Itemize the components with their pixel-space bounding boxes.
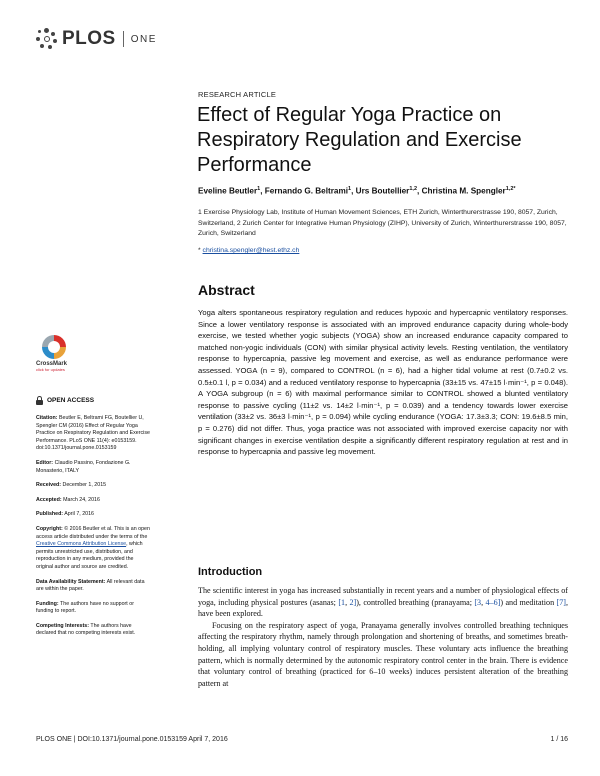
received-date: December 1, 2015 [62, 482, 107, 489]
data-availability-text: All relevant data are within the paper. [36, 578, 145, 593]
received-label: Received: [36, 482, 62, 489]
editor-block [36, 460, 151, 475]
email-link[interactable]: christina.spengler@hest.ethz.ch [202, 247, 300, 254]
open-access-label: OPEN ACCESS [47, 396, 95, 404]
funding-text: The authors have no support or funding to report. [36, 600, 134, 615]
copyright-block [36, 526, 151, 572]
plos-logo-icon [36, 28, 58, 50]
competing-interests-text: The authors have declared that no competing interests exist. [36, 622, 136, 637]
introduction-body [198, 585, 568, 689]
author-name: Eveline Beutler [198, 186, 258, 196]
reference-link[interactable]: 2] [349, 597, 357, 607]
abstract-heading: Abstract [198, 282, 255, 298]
page-number: 1 / 16 [550, 736, 568, 743]
crossmark-badge[interactable] [36, 335, 76, 372]
published-block [36, 511, 151, 519]
intro-text-segment: , have been explored. [198, 597, 569, 619]
copyright-text-post: , which permits unrestricted use, distribution, and reproduction in any medium, provided the original author and source are credited. [36, 541, 143, 570]
plos-logo-text: PLOS [62, 28, 116, 49]
citation-text: Beutler E, Beltrami FG, Boutellier U, Spengler CM (2016) Effect of Regular Yoga Practice on Respiratory Regulation and Exercise Performance. PLoS ONE 11(4): e0153159. doi:10.1371/journal.pone.0153159 [36, 415, 150, 452]
author-affiliation-mark: 1,2 [505, 186, 514, 192]
open-access-badge [36, 396, 151, 405]
intro-text-segment: , [481, 597, 486, 607]
funding-block [36, 601, 151, 616]
crossmark-label: CrossMark [36, 361, 68, 367]
reference-link[interactable]: [1 [338, 597, 346, 607]
intro-text-segment: The scientific interest in yoga has increased substantially in recent years and a number of physiological effects of yoga, including physical postures (asanas; [198, 586, 568, 607]
author-affiliation-mark: 1 [257, 186, 261, 192]
competing-interests-block [36, 623, 151, 638]
journal-name: ONE [130, 33, 157, 45]
accepted-block [36, 497, 151, 505]
citation-label: Citation: [36, 415, 58, 421]
intro-paragraph-2: Focusing on the respiratory aspect of yoga, Pranayama generally involves controlled breathing techniques affecting the respiratory rhythm, namely through prolongation and shortening of breaths, and sometimes breath-holding, all implying voluntary control of respiratory muscles. These voluntary acts influence the breathing pattern, which is normally determined by the autonomic respiratory control center in the brain. There is evidence that voluntary control of breathing (practiced for 6–10 weeks) induces persistent alteration of the breathing pattern at [198, 620, 568, 688]
article-type: RESEARCH ARTICLE [198, 90, 277, 99]
accepted-label: Accepted: [36, 496, 62, 503]
article-title: Effect of Regular Yoga Practice on Respiratory Regulation and Exercise Performance [197, 104, 522, 176]
copyright-text-pre: © 2016 Beutler et al. This is an open access article distributed under the terms of the [36, 525, 150, 540]
footer-citation: PLOS ONE | DOI:10.1371/journal.pone.0153159 April 7, 2016 [36, 736, 228, 743]
published-label: Published: [36, 511, 64, 518]
introduction-heading: Introduction [198, 566, 263, 578]
author-affiliation-mark: 1 [348, 186, 352, 192]
citation-block [36, 415, 151, 453]
plos-logo[interactable] [36, 28, 157, 50]
published-date: April 7, 2016 [64, 511, 95, 518]
received-block [36, 482, 151, 490]
intro-paragraph-1 [198, 585, 568, 620]
crossmark-sub: click for updates [36, 367, 65, 372]
corresponding-author-mark: * [513, 186, 516, 192]
author-list: Eveline Beutler$^1$, Fernando G. Beltrami$^1$, Urs Boutellier$^{1,2}$, Christina M. Spengler$^{1,2*}$ [198, 186, 516, 196]
data-availability-block [36, 579, 151, 594]
author-name: Christina M. Spengler [421, 186, 506, 196]
author-name: Urs Boutellier [355, 186, 410, 196]
funding-label: Funding: [36, 600, 59, 607]
intro-text-segment: ) and meditation [500, 597, 557, 607]
editor-text: Claudio Passino, Fondazione G. Monasterio, ITALY [36, 459, 131, 474]
reference-link[interactable]: [3 [474, 597, 482, 607]
editor-label: Editor: [36, 459, 54, 466]
author-name: Fernando G. Beltrami [264, 186, 349, 196]
reference-link[interactable]: [7] [556, 597, 566, 607]
author-affiliation-mark: 1,2 [409, 186, 418, 192]
open-lock-icon [36, 396, 43, 405]
abstract-text: Yoga alters spontaneous respiratory regulation and reduces hypoxic and hypercapnic ventilatory responses. Since a lower ventilatory response is associated with an improved endurance capacity during whole-body exercise, we tested whether yogic subjects (YOGA) show an increased endurance capacity compared to matched non-yogic individuals (CON) with similar physical activity levels. Resting ventilation, the ventilatory response to hypercapnia, passive leg movement and exercise, as well as endurance performance were assessed. YOGA (n = 9), compared to CONTROL (n = 6), had a higher tidal volume at rest (0.7±0.2 vs. 0.5±0.1 l, p = 0.034) and a reduced ventilatory response to hypercapnia (33±15 vs. 47±15 l·min⁻¹, p = 0.048). A YOGA subgroup (n = 6) with maximal performance similar to CONTROL showed a blunted ventilatory response to passive cycling (11±2 vs. 14±2 l·min⁻¹, p = 0.039) and a tendency towards lower exercise ventilation (33±2 vs. 36±3 l·min⁻¹, p = 0.094) while cycling endurance (YOGA: 17.3±3.3; CON: 19.6±8.5 min, p = 0.276) did not differ. Thus, yoga practice was not associated with improved exercise capacity nor with significant changes in exercise ventilation despite a significantly different respiratory regulation at rest and in response to hypercapnia and passive leg movement. [198, 308, 568, 457]
accepted-date: March 24, 2016 [63, 496, 100, 503]
license-link[interactable]: Creative Commons Attribution License [36, 541, 127, 548]
copyright-label: Copyright: [36, 525, 63, 532]
reference-link[interactable]: 4–6] [485, 597, 501, 607]
affiliations: 1 Exercise Physiology Lab, Institute of Human Movement Sciences, ETH Zurich, Winterthurerstrasse 190, 8057, Zurich, Switzerland, 2 Zurich Center for Integrative Human Physiology (ZIHP), University of Zurich, Winterthurerstrasse 190, 8057, Zurich, Switzerland [198, 209, 567, 237]
corresponding-star: * [198, 247, 201, 254]
page-footer [36, 736, 568, 743]
article-info-sidebar [36, 396, 151, 645]
crossmark-icon [42, 335, 66, 359]
logo-divider [123, 31, 124, 47]
intro-text-segment: ), controlled breathing (pranayama; [356, 597, 475, 607]
data-availability-label: Data Availability Statement: [36, 578, 106, 585]
competing-interests-label: Competing Interests: [36, 622, 89, 629]
intro-text-segment: , [345, 597, 350, 607]
corresponding-email [198, 247, 299, 254]
